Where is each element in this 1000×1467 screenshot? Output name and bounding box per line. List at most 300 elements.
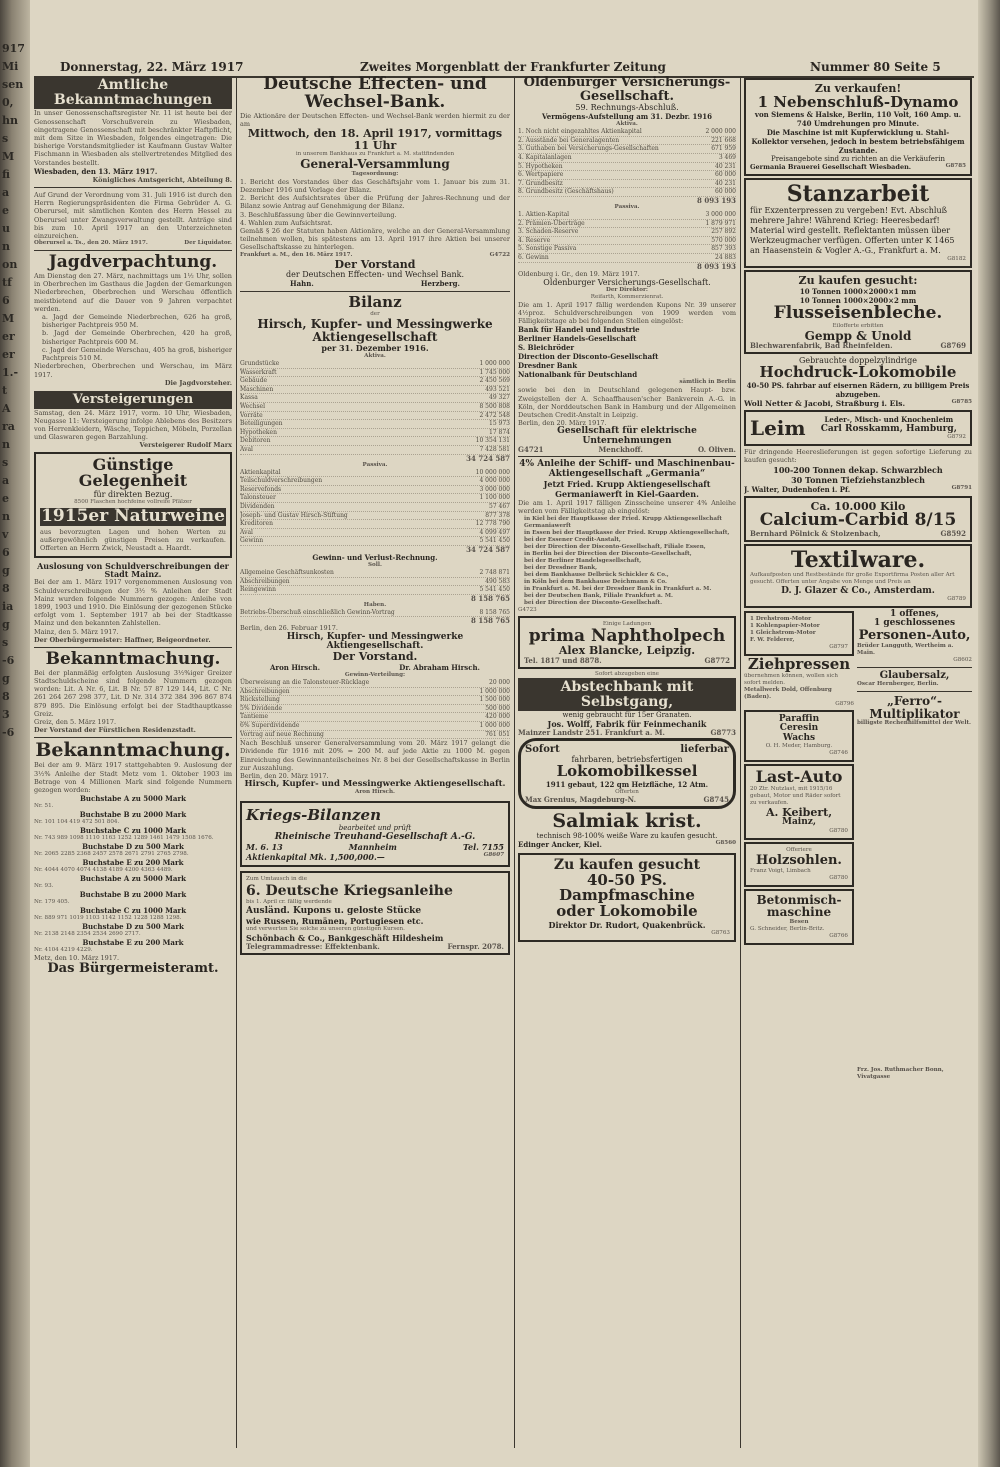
mainz-sign: Der Oberbürgermeister: Haffner, Beigeordneter. <box>34 635 211 644</box>
ferro-firm: Frz. Jos. Ruthmacher Bonn, Vivatgasse <box>857 1067 944 1081</box>
bank-list <box>518 325 736 379</box>
naturweine-title: Günstige Gelegenheit <box>78 454 188 491</box>
table-row <box>240 503 510 512</box>
oldenburger-firm: Oldenburger Versicherungs-Gesellschaft. <box>543 277 711 287</box>
previous-page-fragment: e <box>2 492 9 505</box>
previous-page-fragment: ia <box>2 600 14 613</box>
row-label: Vortrag auf neue Rechnung <box>240 730 324 738</box>
row-label: 3. Guthaben bei Versicherungs-Gesellschaften <box>518 145 659 153</box>
row-label: Kassa <box>240 394 258 402</box>
flusseisen-big: Flusseisenbleche. <box>773 302 943 323</box>
effecten-item: 4. Wahlen zum Aufsichtsrat. <box>240 218 333 227</box>
naphtholpech-big: prima Naphtholpech <box>528 625 726 646</box>
table-row <box>518 137 736 146</box>
leim-code: G8792 <box>947 434 966 441</box>
bilanz-heading: Bilanz <box>348 293 402 312</box>
row-label: 5. Hypotheken <box>518 162 563 170</box>
table-row <box>240 437 510 446</box>
mainz-heading: Auslosung von Schuldverschreibungen der Stadt Mainz. <box>37 560 229 579</box>
previous-page-fragment: tf <box>2 276 12 289</box>
greiz-sign: Der Vorstand der Fürstlichen Residenzstadt. <box>34 726 196 735</box>
row-label: 6% Superdividende <box>240 721 300 729</box>
flusseisen-l1: Zu kaufen gesucht: <box>798 274 918 288</box>
dynamo-l5: Germania Brauerei Gesellschaft Wiesbaden. <box>750 163 912 172</box>
bilanz-passiva-heading: Passiva. <box>362 461 388 468</box>
effecten-sig-1: Hahn. <box>290 279 314 289</box>
metz-number-groups <box>34 794 232 954</box>
previous-page-fragment: 8 <box>2 582 10 595</box>
table-row <box>240 494 510 503</box>
row-value: 5 541 450 <box>479 586 510 594</box>
table-row <box>240 429 510 438</box>
effecten-item: 3. Beschlußfassung über die Gewinnverteilung. <box>240 210 397 219</box>
jagd-item: b. Jagd der Gemeinde Oberbrechen, 420 ha groß, bisheriger Pachtpreis 600 M. <box>42 329 232 346</box>
previous-page-fragment: g <box>2 564 10 577</box>
previous-page-fragment: 3 <box>2 708 10 721</box>
row-value: 40 231 <box>715 162 736 170</box>
dynamo-l2: von Siemens & Halske, Berlin, 110 Volt, 160 Amp. u. 740 Umdrehungen pro Minute. <box>754 110 962 129</box>
metz-group-heading: Buchstabe C zu 1000 Mark <box>79 826 187 836</box>
previous-page-fragment: 8 <box>2 690 10 703</box>
newspaper-sheet <box>30 0 978 1467</box>
payment-place: bei der Direction der Disconto-Gesellschaft, Filiale Essen, <box>524 543 706 550</box>
holzsohlen-ad <box>744 842 854 887</box>
elektrische-firm: Gesellschaft für elektrische Unternehmungen <box>557 426 697 446</box>
row-label: Beteiligungen <box>240 420 283 428</box>
amtliche-place: Wiesbaden, den 13. März 1917. <box>34 166 158 176</box>
metz-heading: Bekanntmachung. <box>35 739 231 762</box>
kriegsanleihe-pre: Zum Umtausch in die <box>246 876 308 883</box>
jagd-place: Niederbrechen, Oberbrechen und Werschau, im März 1917. <box>34 362 232 379</box>
row-value: 1 100 000 <box>479 494 510 502</box>
germania-sub2: Germaniawerft in Kiel-Gaarden. <box>555 489 699 500</box>
table-row <box>240 529 510 538</box>
jagd-sign: Die Jagdvorsteher. <box>164 378 232 387</box>
salmiak-text: technisch 98-100% weiße Ware zu kaufen gesucht. <box>536 832 718 841</box>
tiefzieh-text: Für dringende Heereslieferungen ist gegen sofortige Lieferung zu kaufen gesucht: <box>744 448 972 465</box>
metz-group-numbers: Nr. 179 405. <box>34 899 70 906</box>
previous-page-fragment: A <box>2 402 11 415</box>
lokomobilkessel-l2: lieferbar <box>680 744 729 756</box>
table-row <box>518 154 736 163</box>
kriegsanleihe-ad <box>240 871 510 955</box>
table-row <box>240 377 510 386</box>
table-row <box>240 394 510 403</box>
metz-group-heading: Buchstabe B zu 2000 Mark <box>79 890 187 900</box>
salmiak-big: Salmiak krist. <box>552 810 702 833</box>
carbid-big: Calcium-Carbid <box>759 510 909 531</box>
column-separator <box>236 78 237 1448</box>
row-label: Tantieme <box>240 713 269 721</box>
row-label: 6. Wertpapiere <box>518 171 564 179</box>
ziehpressen-big: Ziehpressen <box>747 655 851 674</box>
row-label: Teilschuldverschreibungen <box>240 477 323 485</box>
column-separator <box>740 78 741 1448</box>
guv-heading: Gewinn- und Verlust-Rechnung. <box>312 552 438 562</box>
row-label: 2. Prämien-Überträge <box>518 219 585 227</box>
elektrische-code: G4721 <box>518 445 544 455</box>
previous-page-fragment: a <box>2 186 10 199</box>
table-row <box>240 705 510 714</box>
row-value: 4 099 497 <box>479 528 510 536</box>
row-value: 493 521 <box>485 385 510 393</box>
oldenburger-sub: 59. Rechnungs-Abschluß. <box>575 103 679 113</box>
row-value: 2 472 548 <box>479 411 510 419</box>
row-value: 40 231 <box>715 179 736 187</box>
table-row <box>240 722 510 731</box>
naturweine-sub: für direkten Bezug. <box>93 490 173 500</box>
metz-text: Bei der am 9. März 1917 stattgehabten 9. Auslosung der 3½% Anleihe der Stadt Metz vom 1. Oktober 1903 im Betrage von 4 Millionen Mark sind folgende Nummern gezogen worden: <box>34 761 232 795</box>
row-value: 20 000 <box>489 678 510 686</box>
row-value: 1 500 000 <box>479 696 510 704</box>
row-label: Reservefonds <box>240 485 282 493</box>
elektrische-text: Die am 1. April 1917 fällig werdenden Kupons Nr. 39 unserer 4½proz. Schuldverschreibungen von 1909 werden vom Fälligkeitstage ab bei folgenden Stellen eingelöst: <box>518 300 736 326</box>
previous-page-fragment: s <box>2 456 9 469</box>
header-date: Donnerstag, 22. März 1917 <box>60 60 244 74</box>
row-label: 4. Reserve <box>518 236 551 244</box>
row-value: 4 000 000 <box>479 477 510 485</box>
row-value: 857 393 <box>711 245 736 253</box>
bilanz-place: Berlin, den 26. Februar 1917. <box>240 624 338 633</box>
table-row <box>518 237 736 246</box>
bank-name: Berliner Handels-Gesellschaft <box>518 334 637 344</box>
payment-place: in Kiel bei der Hauptkasse der Fried. Krupp Aktiengesellschaft Germaniawerft <box>524 515 722 529</box>
abstechbank-pre: Sofort abzugeben eine <box>595 670 659 677</box>
table-row <box>240 403 510 412</box>
previous-page-fragment: e <box>2 204 9 217</box>
row-label: Maschinen <box>240 385 274 393</box>
row-value: 15 973 <box>489 420 510 428</box>
previous-page-fragment: 6 <box>2 294 10 307</box>
table-row <box>240 586 510 595</box>
effecten-item: 2. Bericht des Aufsichtsrates über die Prüfung der Jahres-Rechnung und der Bilanz sowie Antrag auf Genehmigung der Bilanz. <box>240 194 510 211</box>
greiz-place: Greiz, den 5. März 1917. <box>34 718 117 727</box>
holzsohlen-big: Holzsohlen. <box>756 852 842 868</box>
flusseisen-ad <box>744 270 972 354</box>
motor-l3: 1 Gleichstrom-Motor <box>750 630 816 637</box>
tiefzieh-l2: 30 Tonnen Tiefziehstanzblech <box>791 474 925 485</box>
abstechbank-firm: Jos. Wolff, Fabrik für Feinmechanik <box>547 719 707 730</box>
kriegsbilanzen-l3: M. 6. 13 <box>246 842 283 853</box>
auto-firm: Brüder Langguth, Wertheim a. Main. <box>857 642 954 656</box>
row-label: Vorräte <box>240 411 263 419</box>
bank-name: Direction der Disconto-Gesellschaft <box>518 352 659 362</box>
carbid-firm: Bernhard Pölnick & Stolzenbach, <box>750 528 881 538</box>
previous-page-fragment: 6 <box>2 546 10 559</box>
bilanz-date: per 31. Dezember 1916. <box>321 343 429 354</box>
row-value: 3 000 000 <box>705 211 736 219</box>
row-label: 2. Ausstände bei Generalagenten <box>518 136 620 144</box>
row-label: 8. Grundbesitz (Geschäftshaus) <box>518 188 614 196</box>
kriegsanleihe-firm: Schönbach & Co., Bankgeschäft Hildesheim <box>246 933 444 944</box>
bank-name: Dresdner Bank <box>518 361 578 371</box>
dampfmaschine-l3: oder Lokomobile <box>556 902 698 921</box>
oldenburger-passiva-heading: Passiva. <box>614 204 640 211</box>
table-row <box>240 512 510 521</box>
payment-place: bei der Direction der Disconto-Gesellschaft. <box>524 599 663 606</box>
metz-group-heading: Buchstabe D zu 500 Mark <box>82 922 184 932</box>
tiefzieh-firm: J. Walter, Dudenhofen i. Pf. <box>744 484 851 494</box>
leim-ad <box>744 410 972 446</box>
header-title: Zweites Morgenblatt der Frankfurter Zeitung <box>360 60 666 74</box>
jagd-item: a. Jagd der Gemeinde Niederbrechen, 626 ha groß, bisheriger Pachtpreis 950 M. <box>42 313 232 330</box>
row-value: 221 668 <box>711 136 736 144</box>
lokomobilkessel-big: Lokomobilkessel <box>556 762 698 781</box>
lokomobilkessel-l4: 1911 gebaut, 122 qm Heizfläche, 12 Atm. <box>545 780 709 790</box>
paraffin-l3: Wachs <box>782 732 816 743</box>
dampfmaschine-ad <box>518 853 736 942</box>
row-value: 17 874 <box>489 428 510 436</box>
kriegsbilanzen-l6: Aktienkapital Mk. 1,500,000.— <box>246 852 385 863</box>
ferro-text: billigste Rechenhilfsmittel der Welt. <box>857 720 971 727</box>
metz-group-numbers: Nr. 4044 4070 4074 4138 4189 4200 4363 4489. <box>34 867 173 874</box>
kriegsanleihe-kupons: Ausländ. Kupons u. geloste Stücke <box>246 906 422 917</box>
jagd-text: Am Dienstag den 27. März, nachmittags um 1½ Uhr, sollen in Oberbrechen im Gasthaus die Jagden der Gemarkungen Niederbrechen, Oberbrechen und Werschau öffentlich meistbietend auf die Dauer von 9 Jahren verpachtet werden. <box>34 272 232 313</box>
dynamo-l4: Preisangebote sind zu richten an die Verkäuferin <box>770 155 946 164</box>
kriegsanleihe-text2: wie Russen, Rumänen, Portugiesen etc. <box>246 916 424 927</box>
naturweine-ad <box>34 452 232 558</box>
row-value: 60 000 <box>715 171 736 179</box>
motor-l1: 1 Drehstrom-Motor <box>750 616 812 623</box>
row-label: Dividenden <box>240 503 275 510</box>
beton-firm: G. Schneider, Berlin-Britz. <box>750 925 825 932</box>
effecten-code: G4722 <box>489 251 510 258</box>
bilanz-passiva-sum: 34 724 587 <box>466 544 510 554</box>
metz-group-numbers: Nr. 101 104 419 472 501 804. <box>34 819 120 826</box>
bilanz-aktiva-heading: Aktiva. <box>364 353 386 360</box>
table-row <box>240 609 510 618</box>
greiz-heading: Bekanntmachung. <box>45 649 221 670</box>
table-row <box>240 420 510 429</box>
payment-place: in Berlin bei der Direction der Disconto-Gesellschaft, <box>524 550 692 557</box>
effecten-vorstand-name: der Deutschen Effecten- und Wechsel Bank. <box>285 270 465 280</box>
table-row <box>518 180 736 189</box>
previous-page-fragment: 917 <box>2 42 25 55</box>
elektrische-text-2: sowie bei den in Deutschland gelegenen Haupt- bzw. Zweigstellen der A. Schaaffhausen'scher Bankverein A.-G. in Köln, der Norddeutschen Bank in Hamburg und der Allgemeinen Deutschen Credit-Anstalt in Leipzig. <box>518 386 736 420</box>
abstechbank-code: G8773 <box>710 728 736 738</box>
hochdruck-firm: Woll Netter & Jacobi, Straßburg i. Els. <box>744 399 906 409</box>
payment-place: in Köln bei dem Bankhause Deichmann & Co. <box>524 578 667 585</box>
payment-place: bei der Dresdner Bank, <box>524 564 598 571</box>
germania-text: Die am 1. April 1917 fälligen Zinsscheine unserer 4% Anleihe werden vom Fälligkeitstag ab eingelöst: <box>518 499 736 516</box>
textilware-big: Textilware. <box>790 546 926 573</box>
previous-page-fragment: Mi <box>2 60 19 73</box>
table-row <box>240 731 510 740</box>
versteigerung-text: Samstag, den 24. März 1917, vorm. 10 Uhr, Wiesbaden, Neugasse 11: Versteigerung infolge Ablebens des Besitzers von Herrenkleidern, Wäsche, Teppichen, Möbeln, Porzellan und Glaswaren gegen Barzahlung. <box>34 408 232 442</box>
payment-place: bei der Deutschen Bank, Filiale Frankfurt a. M. <box>524 592 673 599</box>
bilanz-firm: Hirsch, Kupfer- und Messingwerke Aktiengesellschaft <box>257 316 493 344</box>
table-row <box>240 360 510 369</box>
flusseisen-l2: 10 Tonnen 1000×2000×1 mm <box>799 286 917 296</box>
table-row <box>240 679 510 688</box>
previous-page-fragment: fi <box>2 168 10 181</box>
liquidator-text: Auf Grund der Verordnung vom 31. Juli 1916 ist durch den Herrn Regierungspräsidenten die Firma Gebrüder A. G. Oberursel, mit sämtlichen Konten des Herrn Hessel zu Oberursel unter Zwangsverwaltung gestellt. Anträge sind bis zum 10. April 1917 an den Unterzeichneten einzureichen. <box>34 191 232 241</box>
table-row <box>240 486 510 495</box>
bilanz-aktiva-sum: 34 724 587 <box>466 453 510 463</box>
metz-group-heading: Buchstabe B zu 2000 Mark <box>79 810 187 820</box>
row-value: 671 959 <box>711 145 736 153</box>
textilware-text: Aufkaufposten und Restbestände für große Exportfirma Posten aller Art gesucht. Offerten unter Angabe von Menge und Preis an <box>750 572 955 586</box>
row-label: Aval <box>240 528 253 536</box>
naphtholpech-ad <box>518 616 736 669</box>
holzsohlen-l1: Offeriere <box>786 846 812 853</box>
bilanz-sig-2: Dr. Abraham Hirsch. <box>399 662 480 672</box>
stanzarbeit-text: für Exzenterpressen zu vergeben! Evt. Abschluß mehrere Jahre! Während Krieg: Heeresbedarf! Material wird gestellt. Reflektanten müssen über Werkzeugmacher verfügen. Offerten unter K 1465 an Haasenstein & Vogler A.-G., Frankfurt a. M. <box>750 206 955 256</box>
header-page-number: Nummer 80 Seite 5 <box>810 60 941 74</box>
tiefzieh-code: G8791 <box>951 484 972 491</box>
row-value: 3 000 000 <box>479 485 510 493</box>
jagd-heading: Jagdverpachtung. <box>48 252 218 273</box>
row-label: 6. Gewinn <box>518 254 549 261</box>
paraffin-l2: Ceresin <box>779 723 819 734</box>
salmiak-code: G8560 <box>715 840 736 847</box>
carbid-ad <box>744 496 972 542</box>
row-label: Joseph- und Gustav Hirsch-Stiftung <box>240 511 348 519</box>
row-label: Kreditoren <box>240 520 273 528</box>
row-label: Überweisung an die Talonsteuer-Rücklage <box>240 678 370 686</box>
stanzarbeit-code: G8182 <box>947 256 966 263</box>
beton-ad <box>744 889 854 945</box>
row-label: Debitoren <box>240 437 271 445</box>
flusseisen-l4: Eilofferte erbitten <box>832 322 884 329</box>
bilanz-aktiva-rows <box>240 360 510 455</box>
row-value: 420 000 <box>485 713 510 721</box>
row-value: 1 879 971 <box>705 219 736 227</box>
table-row <box>518 145 736 154</box>
payment-place: bei dem Bankhause Delbrück Schickler & Co., <box>524 571 669 578</box>
previous-page-fragment: er <box>2 348 15 361</box>
table-row <box>240 477 510 486</box>
liquidator-sign: Der Liquidator. <box>184 240 232 247</box>
previous-page-fragment: -6 <box>2 726 15 739</box>
metz-group-heading: Buchstabe A zu 5000 Mark <box>80 794 186 804</box>
carbid-size: 8/15 <box>914 510 957 531</box>
bilanz-firm-2: Hirsch, Kupfer- und Messingwerke Aktiengesellschaft. <box>286 631 464 651</box>
flusseisen-firm: Gempp & Unold <box>804 328 912 343</box>
previous-page-fragment: s <box>2 132 9 145</box>
lokomobilkessel-ad <box>518 738 736 809</box>
metz-group-numbers: Nr. 743 989 1098 1110 1163 1252 1289 1461 1479 1508 1676. <box>34 835 214 842</box>
row-value: 1 000 000 <box>479 721 510 729</box>
oldenburger-aktiva-sum: 8 093 193 <box>697 196 736 206</box>
effecten-sig-2: Herzberg. <box>420 279 460 289</box>
page-right-edge <box>978 0 1000 1467</box>
table-row <box>240 696 510 705</box>
motor-firm: F. W. Felderer, <box>750 637 795 644</box>
previous-page-fragment: u <box>2 222 10 235</box>
lastauto-code: G8780 <box>829 827 848 834</box>
table-row <box>518 245 736 254</box>
kriegsbilanzen-ad <box>240 801 510 867</box>
row-label: 5. Sonstige Passiva <box>518 245 577 253</box>
previous-page-fragment: sen <box>2 78 24 91</box>
row-label: Allgemeine Geschäftsunkosten <box>240 568 334 576</box>
row-value: 24 883 <box>715 254 736 261</box>
oldenburger-aktiva-rows <box>518 128 736 197</box>
mainz-text: Bei der am 1. März 1917 vorgenommenen Auslosung von Schuldverschreibungen der 3½ % Anleihen der Stadt Mainz wurden folgende Nummern gezogen: Anleihe von 1899, 1903 und 1910. Die Einlösung der gezogenen Stücke erfolgt vom 1. September 1917 ab bei der Stadtkasse Mainz und den bekannten Zahlstellen. <box>34 578 232 628</box>
row-label: Aktienkapital <box>240 468 281 476</box>
textilware-firm: D. J. Glazer & Co., Amsterdam. <box>781 586 935 597</box>
column-1 <box>34 76 232 1447</box>
effecten-intro: Die Aktionäre der Deutschen Effecten- und Wechsel-Bank werden hiermit zu der am <box>240 111 510 128</box>
haben-heading: Haben. <box>363 601 387 608</box>
row-value: 1 000 000 <box>479 360 510 368</box>
oldenburger-title: Oldenburger Versicherungs-Gesellschaft. <box>523 76 731 104</box>
effecten-body: Gemäß § 26 der Statuten haben Aktionäre, welche an der General-Versammlung teilnehmen wollen, bis spätestens am 13. April 1917 ihre Aktien bei unserer Gesellschaftskasse zu hinterlegen. <box>240 227 510 252</box>
effecten-location: in unserem Bankhaus zu Frankfurt a. M. stattfindenden <box>295 151 455 158</box>
paraffin-firm: O. H. Meder, Hamburg. <box>765 743 833 750</box>
table-row <box>240 578 510 587</box>
previous-page-fragment: er <box>2 330 15 343</box>
previous-page-fragment: g <box>2 672 10 685</box>
row-label: 5% Dividende <box>240 704 283 712</box>
oldenburger-place: Oldenburg i. Gr., den 19. März 1917. <box>518 269 640 278</box>
row-label: 1. Aktien-Kapital <box>518 211 570 219</box>
lokomobilkessel-l6: Max Grenius, Magdeburg-N. <box>525 795 637 805</box>
kriegsbilanzen-l5: Tel. 7155 <box>462 842 504 853</box>
dynamo-l1: Zu verkaufen! <box>814 82 902 95</box>
leim-big: Leim <box>750 415 806 440</box>
row-label: Aval <box>240 446 253 454</box>
previous-page-fragment: on <box>2 258 18 271</box>
mainz-place: Mainz, den 5. März 1917. <box>34 627 119 636</box>
row-label: 4. Kapitalanlagen <box>518 154 572 162</box>
amtliche-sign: Königliches Amtsgericht, Abteilung 8. <box>92 175 232 184</box>
metz-group-heading: Buchstabe E zu 200 Mark <box>82 858 184 868</box>
bilanz-sig-1: Aron Hirsch. <box>270 662 321 672</box>
auto-l1: 1 offenes, <box>890 609 939 620</box>
row-value: 1 000 000 <box>479 687 510 695</box>
payment-place: bei der Essener Credit-Anstalt, <box>524 536 621 543</box>
previous-page-fragment: -6 <box>2 654 15 667</box>
previous-page-fragment: t <box>2 384 8 397</box>
bilanz-der: der <box>370 310 380 317</box>
lastauto-ad <box>744 764 854 840</box>
naturweine-line: 8500 Flaschen hochfeine vollreife Pfälzer <box>74 499 192 506</box>
holzsohlen-code: G8780 <box>829 874 848 881</box>
jagd-item: c. Jagd der Gemeinde Werschau, 405 ha groß, bisheriger Pachtpreis 510 M. <box>42 345 232 363</box>
glaubersalz-big: Glaubersalz, <box>879 669 950 681</box>
lastauto-firm: A. Keibert, <box>765 805 833 819</box>
ziehpressen-text: übernehmen können, wollen sich sofort melden. <box>744 672 838 686</box>
metz-group-numbers: Nr. 889 971 1019 1103 1142 1152 1228 1288 1298. <box>34 915 182 922</box>
hochdruck-l1: Gebrauchte doppelzylindrige <box>799 356 917 366</box>
abstechbank-big: Abstechbank mit Selbstgang, <box>518 678 736 711</box>
textilware-code: G8789 <box>947 596 966 603</box>
row-label: Wasserkraft <box>240 368 277 376</box>
holzsohlen-firm: Franz Voigt, Limbach <box>750 867 811 874</box>
dividende-text: Nach Beschluß unserer Generalversammlung vom 20. März 1917 gelangt die Dividende für 1916 mit 20% = 200 M. auf jede Aktie zu 1000 M. gegen Einreichung des Gewinnanteilscheines Nr. 8 bei der Gesellschaftskasse in Berlin zur Auszahlung. <box>240 739 510 772</box>
bilanz-haben-rows <box>240 609 510 618</box>
elektrische-sig-2: O. Oliven. <box>697 445 736 455</box>
table-row <box>518 220 736 229</box>
row-label: 7. Grundbesitz <box>518 179 563 187</box>
row-value: 49 327 <box>489 394 510 402</box>
effecten-title: Deutsche Effecten- und Wechsel-Bank. <box>263 76 487 112</box>
metz-group-heading: Buchstabe C zu 1000 Mark <box>79 906 187 916</box>
column-3 <box>518 76 736 1447</box>
stanzarbeit-ad <box>744 178 972 268</box>
effecten-tagesordnung: Tagesordnung: <box>351 170 399 177</box>
beton-l1: Besen <box>789 918 809 925</box>
paraffin-ad <box>744 710 854 762</box>
lastauto-big: Last-Auto <box>755 767 843 787</box>
row-label: Hypotheken <box>240 428 277 436</box>
table-row <box>240 469 510 478</box>
table-row <box>240 386 510 395</box>
row-value: 3 469 <box>718 154 736 162</box>
flusseisen-l5: Blechwarenfabrik, Bad Rheinfelden. <box>750 341 893 351</box>
